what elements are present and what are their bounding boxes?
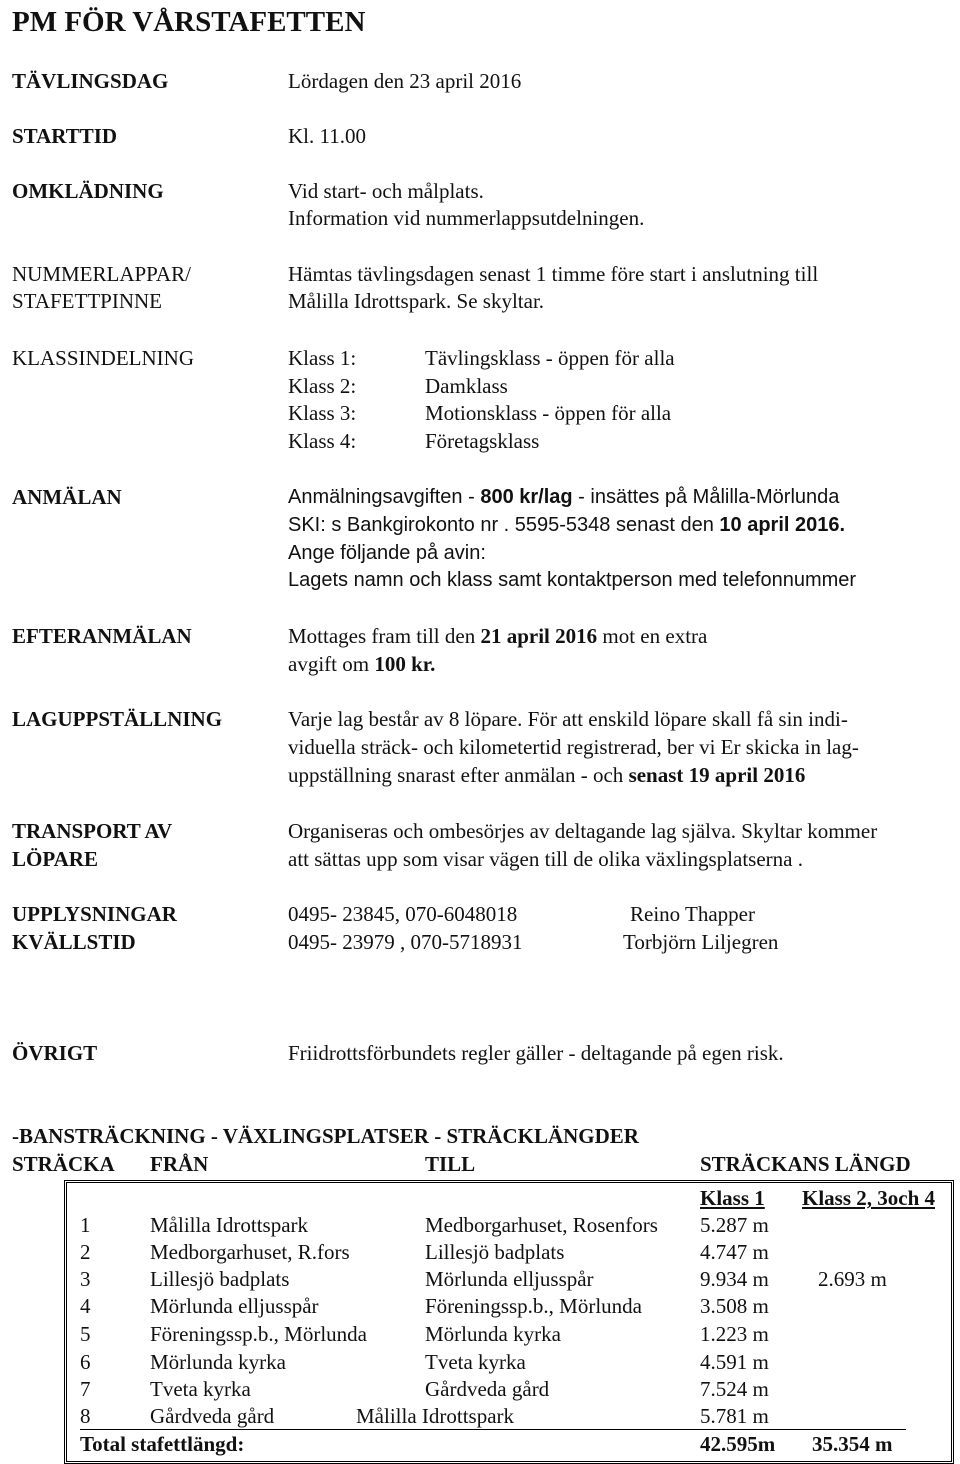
contact-name-1: Reino Thapper bbox=[630, 902, 755, 926]
row-k1: 7.524 m bbox=[700, 1377, 769, 1401]
class-desc: Motionsklass - öppen för alla bbox=[425, 401, 672, 425]
row-fran: Mörlunda kyrka bbox=[150, 1350, 286, 1374]
label-laguppstallning: LAGUPPSTÄLLNING bbox=[12, 707, 223, 731]
contact-name-2: Torbjörn Liljegren bbox=[623, 930, 779, 954]
total-klass1: 42.595m bbox=[700, 1432, 776, 1456]
col-header-stracka: STRÄCKA bbox=[12, 1152, 115, 1176]
row-fran: Tveta kyrka bbox=[150, 1377, 251, 1401]
label-nummerlappar: NUMMERLAPPAR/ bbox=[12, 262, 191, 286]
subheader-klass234: Klass 2, 3och 4 bbox=[802, 1186, 936, 1210]
anmalan-line1: Anmälningsavgiften - 800 kr/lag - insättes på Målilla-Mörlunda bbox=[288, 486, 840, 508]
row-k1: 5.781 m bbox=[700, 1404, 769, 1428]
value-nummerlappar-line1: Hämtas tävlingsdagen senast 1 timme före start i anslutning till bbox=[288, 262, 819, 286]
label-omkladning: OMKLÄDNING bbox=[12, 179, 164, 203]
row-fran: Mörlunda elljusspår bbox=[150, 1294, 319, 1318]
total-klass234: 35.354 m bbox=[812, 1432, 893, 1456]
row-till: Föreningssp.b., Mörlunda bbox=[425, 1294, 642, 1318]
row-nr: 5 bbox=[80, 1322, 91, 1346]
table-heading: -BANSTRÄCKNING - VÄXLINGSPLATSER - STRÄCKLÄNGDER bbox=[12, 1124, 639, 1148]
row-till: Tveta kyrka bbox=[425, 1350, 526, 1374]
col-header-till: TILL bbox=[425, 1152, 476, 1176]
label-stafettpinne: STAFETTPINNE bbox=[12, 289, 162, 313]
value-starttid: Kl. 11.00 bbox=[288, 124, 366, 148]
row-k1: 1.223 m bbox=[700, 1322, 769, 1346]
row-nr: 1 bbox=[80, 1213, 91, 1237]
value-ovrigt: Friidrottsförbundets regler gäller - deltagande på egen risk. bbox=[288, 1041, 784, 1065]
value-tavlingsdag: Lördagen den 23 april 2016 bbox=[288, 69, 522, 93]
class-desc: Damklass bbox=[425, 374, 508, 398]
label-transport: TRANSPORT AV bbox=[12, 819, 173, 843]
phone-1: 0495- 23845, 070-6048018 bbox=[288, 902, 518, 926]
transport-line2: att sättas upp som visar vägen till de olika växlingsplatserna . bbox=[288, 847, 803, 871]
label-lopare: LÖPARE bbox=[12, 847, 98, 871]
class-desc: Företagsklass bbox=[425, 429, 540, 453]
label-starttid: STARTTID bbox=[12, 124, 118, 148]
class-name: Klass 1: bbox=[288, 346, 357, 370]
row-till: Lillesjö badplats bbox=[425, 1240, 565, 1264]
row-till: Mörlunda elljusspår bbox=[425, 1267, 594, 1291]
label-tavlingsdag: TÄVLINGSDAG bbox=[12, 69, 169, 93]
label-kvallstid: KVÄLLSTID bbox=[12, 930, 136, 954]
value-nummerlappar-line2: Målilla Idrottspark. Se skyltar. bbox=[288, 289, 545, 313]
laguppstallning-line3: uppställning snarast efter anmälan - och senast 19 april 2016 bbox=[288, 763, 806, 787]
class-name: Klass 2: bbox=[288, 374, 357, 398]
value-omkladning-line2: Information vid nummerlappsutdelningen. bbox=[288, 206, 645, 230]
row-nr: 4 bbox=[80, 1294, 91, 1318]
laguppstallning-line1: Varje lag består av 8 löpare. För att enskild löpare skall få sin indi- bbox=[288, 707, 848, 731]
class-name: Klass 3: bbox=[288, 401, 357, 425]
row-k1: 9.934 m bbox=[700, 1267, 769, 1291]
row-nr: 8 bbox=[80, 1404, 91, 1428]
col-header-fran: FRÅN bbox=[150, 1152, 209, 1176]
value-omkladning-line1: Vid start- och målplats. bbox=[288, 179, 484, 203]
row-fran: Lillesjö badplats bbox=[150, 1267, 290, 1291]
row-k2: 2.693 m bbox=[818, 1267, 887, 1291]
row-nr: 6 bbox=[80, 1350, 91, 1374]
row-fran: Målilla Idrottspark bbox=[150, 1213, 309, 1237]
anmalan-line3: Ange följande på avin: bbox=[288, 542, 486, 564]
phone-2: 0495- 23979 , 070-5718931 bbox=[288, 930, 523, 954]
row-k1: 5.287 m bbox=[700, 1213, 769, 1237]
row-fran: Medborgarhuset, R.fors bbox=[150, 1240, 350, 1264]
efteranmalan-line2: avgift om 100 kr. bbox=[288, 652, 436, 676]
row-k1: 4.591 m bbox=[700, 1350, 769, 1374]
row-k1: 3.508 m bbox=[700, 1294, 769, 1318]
label-anmalan: ANMÄLAN bbox=[12, 485, 122, 509]
anmalan-line4: Lagets namn och klass samt kontaktperson med telefonnummer bbox=[288, 569, 857, 591]
row-nr: 2 bbox=[80, 1240, 91, 1264]
label-klassindelning: KLASSINDELNING bbox=[12, 346, 194, 370]
row-till: Medborgarhuset, Rosenfors bbox=[425, 1213, 658, 1237]
total-label: Total stafettlängd: bbox=[80, 1432, 245, 1456]
col-header-langd: STRÄCKANS LÄNGD bbox=[700, 1152, 911, 1176]
label-upplysningar: UPPLYSNINGAR bbox=[12, 902, 177, 926]
row-till: Målilla Idrottspark bbox=[356, 1404, 515, 1428]
class-name: Klass 4: bbox=[288, 429, 357, 453]
page-title: PM FÖR VÅRSTAFETTEN bbox=[12, 6, 366, 38]
row-nr: 7 bbox=[80, 1377, 91, 1401]
efteranmalan-line1: Mottages fram till den 21 april 2016 mot en extra bbox=[288, 624, 708, 648]
row-k1: 4.747 m bbox=[700, 1240, 769, 1264]
row-fran: Föreningssp.b., Mörlunda bbox=[150, 1322, 367, 1346]
laguppstallning-line2: viduella sträck- och kilometertid registrerad, ber vi Er skicka in lag- bbox=[288, 735, 859, 759]
anmalan-line2: SKI: s Bankgirokonto nr . 5595-5348 senast den 10 april 2016. bbox=[288, 514, 846, 536]
transport-line1: Organiseras och ombesörjes av deltagande lag själva. Skyltar kommer bbox=[288, 819, 878, 843]
subheader-klass1: Klass 1 bbox=[700, 1186, 765, 1210]
row-8-underline bbox=[80, 1429, 906, 1430]
row-nr: 3 bbox=[80, 1267, 91, 1291]
row-till: Gårdveda gård bbox=[425, 1377, 550, 1401]
row-till: Mörlunda kyrka bbox=[425, 1322, 561, 1346]
label-efteranmalan: EFTERANMÄLAN bbox=[12, 624, 192, 648]
class-desc: Tävlingsklass - öppen för alla bbox=[425, 346, 675, 370]
label-ovrigt: ÖVRIGT bbox=[12, 1041, 98, 1065]
row-fran: Gårdveda gård bbox=[150, 1404, 275, 1428]
